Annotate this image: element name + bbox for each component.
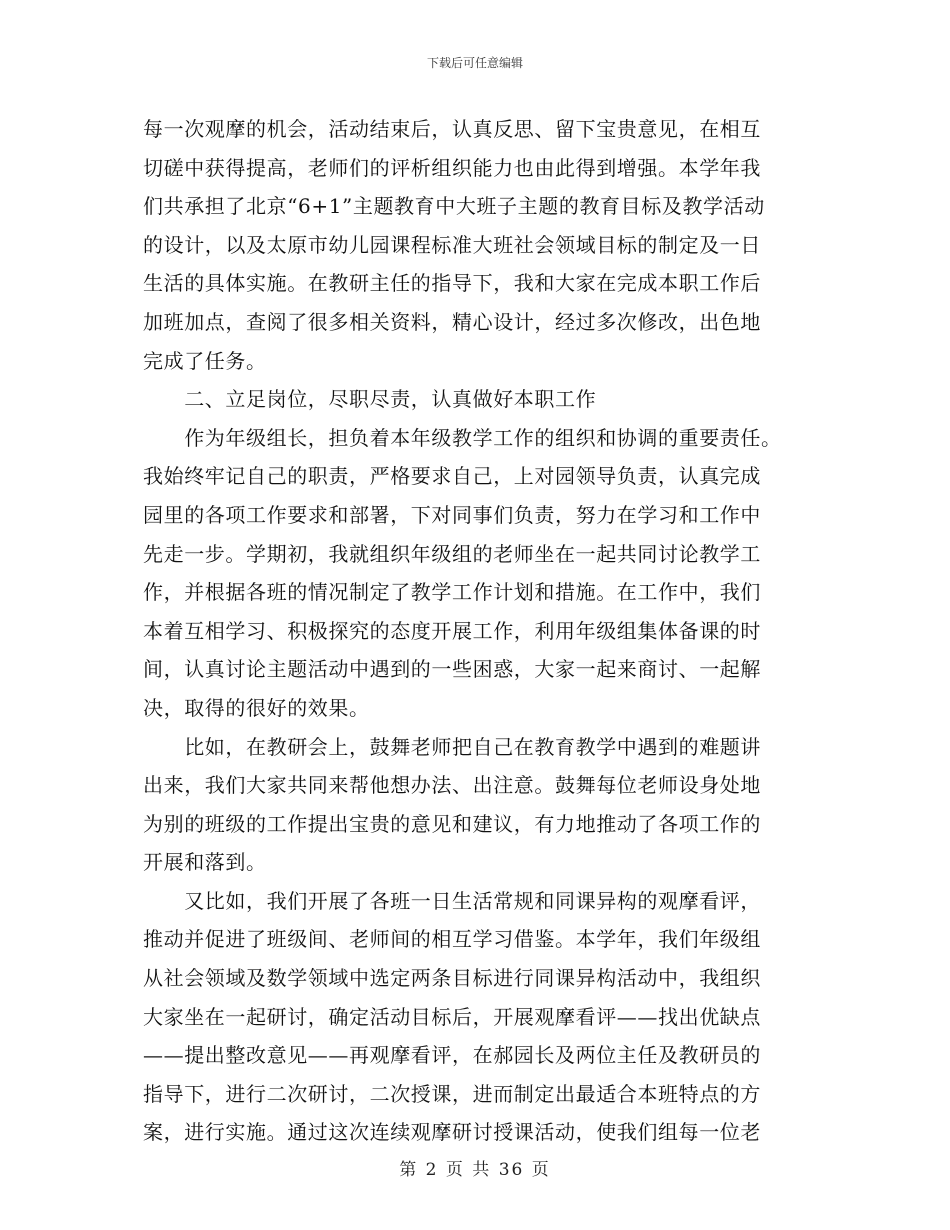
text-line: ——提出整改意见——再观摩看评，在郝园长及两位主任及教研员的 <box>143 1043 761 1068</box>
text-line: 本着互相学习、积极探究的态度开展工作，利用年级组集体备课的时 <box>143 618 761 643</box>
text-line: 为别的班级的工作提出宝贵的意见和建议，有力地推动了各项工作的 <box>143 811 761 836</box>
text-line: 们共承担了北京“6+1”主题教育中大班子主题的教育目标及教学活动 <box>143 194 765 219</box>
text-line: 间，认真讨论主题活动中遇到的一些困惑，大家一起来商讨、一起解 <box>143 657 761 682</box>
text-line: 的设计，以及太原市幼儿园课程标准大班社会领域目标的制定及一日 <box>143 232 761 257</box>
text-line: 园里的各项工作要求和部署，下对同事们负责，努力在学习和工作中 <box>143 502 761 527</box>
text-line: 案，进行实施。通过这次连续观摩研讨授课活动，使我们组每一位老 <box>143 1120 761 1145</box>
text-line: 比如，在教研会上，鼓舞老师把自己在教育教学中遇到的难题讲 <box>143 734 761 759</box>
page-header-note: 下载后可任意编辑 <box>426 56 523 70</box>
text-line: 又比如，我们开展了各班一日生活常规和同课异构的观摩看评， <box>143 888 761 913</box>
text-line: 完成了任务。 <box>143 348 267 373</box>
page-number-footer: 第 2 页 共 36 页 <box>399 1160 551 1180</box>
text-line: 加班加点，查阅了很多相关资料，精心设计，经过多次修改，出色地 <box>143 309 761 334</box>
text-line: 从社会领域及数学领域中选定两条目标进行同课异构活动中，我组织 <box>143 966 761 991</box>
document-body <box>143 110 823 1152</box>
text-line: 作为年级组长，担负着本年级教学工作的组织和协调的重要责任。 <box>143 425 782 450</box>
text-line: 决，取得的很好的效果。 <box>143 695 370 720</box>
section-heading: 二、立足岗位，尽职尽责，认真做好本职工作 <box>143 387 597 412</box>
text-line: 大家坐在一起研讨，确定活动目标后，开展观摩看评——找出优缺点 <box>143 1004 761 1029</box>
text-line: 推动并促进了班级间、老师间的相互学习借鉴。本学年，我们年级组 <box>143 927 761 952</box>
text-line: 先走一步。学期初，我就组织年级组的老师坐在一起共同讨论教学工 <box>143 541 761 566</box>
text-line: 开展和落到。 <box>143 850 267 875</box>
text-line: 指导下，进行二次研讨，二次授课，进而制定出最适合本班特点的方 <box>143 1081 761 1106</box>
text-line: 生活的具体实施。在教研主任的指导下，我和大家在完成本职工作后 <box>143 271 761 296</box>
text-line: 出来，我们大家共同来帮他想办法、出注意。鼓舞每位老师设身处地 <box>143 773 761 798</box>
text-line: 我始终牢记自己的职责，严格要求自己，上对园领导负责，认真完成 <box>143 464 761 489</box>
text-line: 每一次观摩的机会，活动结束后，认真反思、留下宝贵意见，在相互 <box>143 117 761 141</box>
text-line: 切磋中获得提高，老师们的评析组织能力也由此得到增强。本学年我 <box>143 155 761 180</box>
text-line: 作，并根据各班的情况制定了教学工作计划和措施。在工作中，我们 <box>143 580 761 605</box>
